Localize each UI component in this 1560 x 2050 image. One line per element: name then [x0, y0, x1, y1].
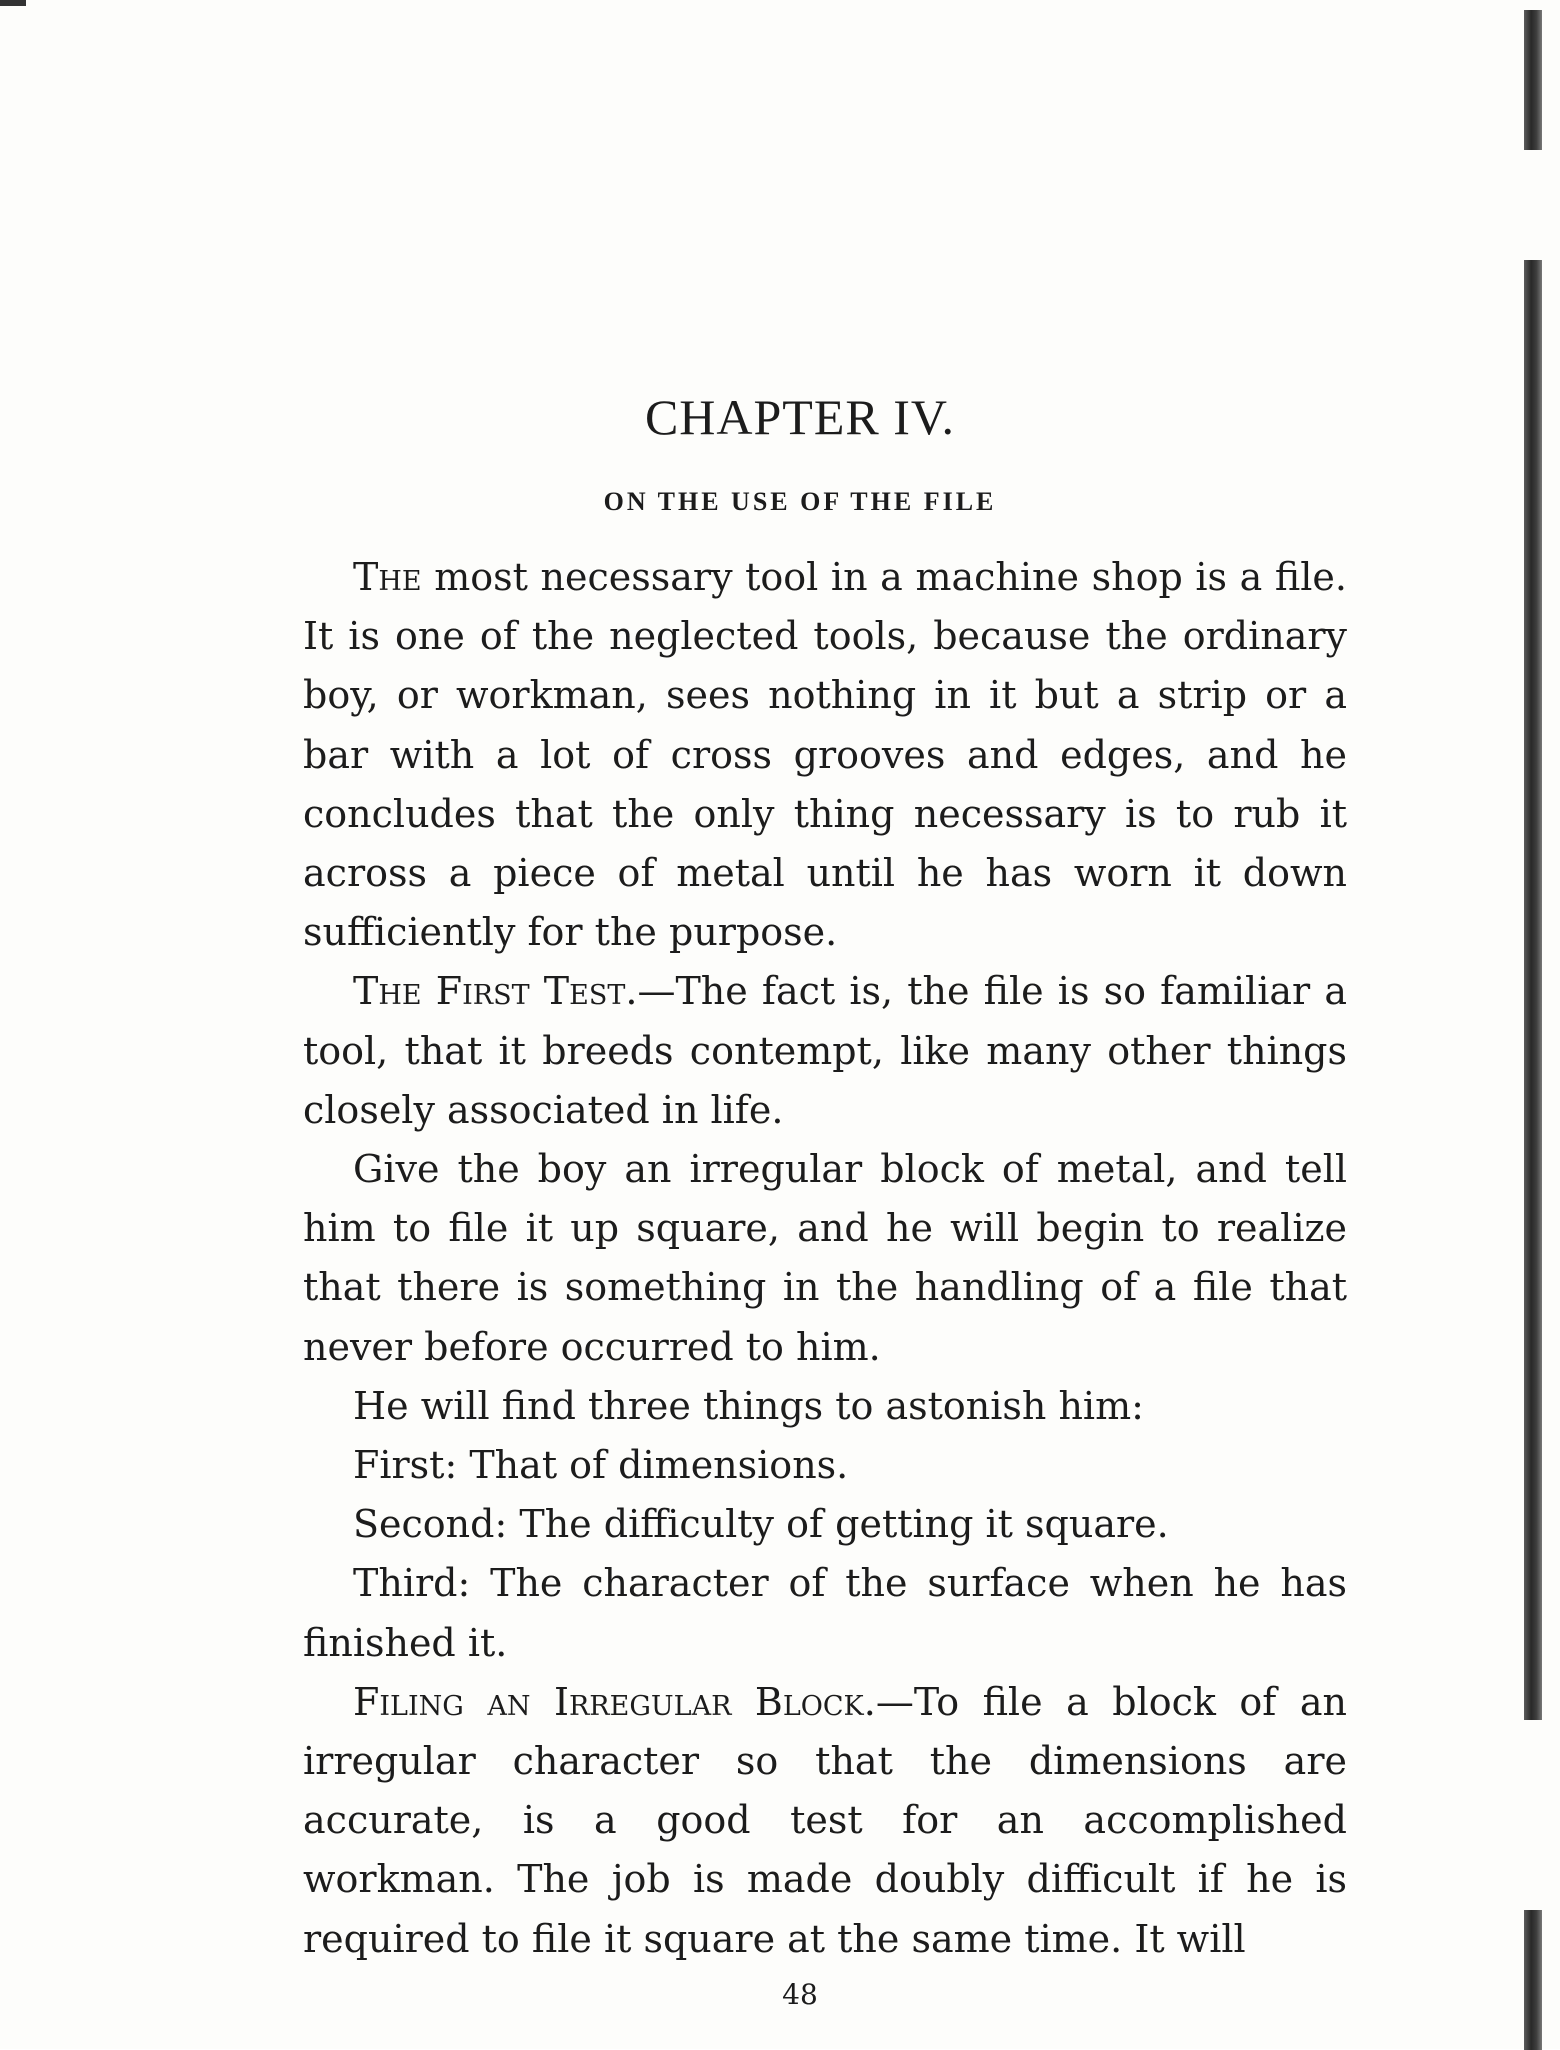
body-text: [303, 548, 1347, 1969]
list-item: [303, 1554, 1347, 1672]
page-edge-gap: [1520, 150, 1546, 260]
list-item: [303, 1495, 1347, 1554]
paragraph-text: Give the boy an irregular block of metal, and tell him to file it up square, and he will begin to realize that there is something in the handling of a file that never before occurred to him.: [303, 1147, 1347, 1369]
paragraph-lead-word: The: [353, 555, 422, 599]
paragraph-text: most necessary tool in a machine shop is a file. It is one of the neglected tools, because the ordinary boy, or workman, sees nothing in it but a strip or a bar with a lot of cross grooves and edges, and he concludes that the only thing necessary is to rub it across a piece of metal until he has worn it down sufficiently for the purpose.: [303, 555, 1347, 955]
paragraph: [303, 1377, 1347, 1436]
page-number: 48: [782, 1978, 818, 2011]
paragraph: [303, 962, 1347, 1140]
paragraph-text: —The fact is, the file is so familiar a tool, that it breeds contempt, like many other things closely associated in life.: [303, 969, 1348, 1132]
chapter-title: CHAPTER IV.: [644, 389, 956, 445]
paragraph-text: —To file a block of an irregular character so that the dimensions are accurate, is a good test for an accomplished workman. The job is made doubly difficult if he is required to file it square at the same time. It will: [303, 1679, 1347, 1961]
paragraph: [303, 1673, 1347, 1969]
page-edge-gap: [1520, 1720, 1546, 1910]
paragraph-text: Second: The difficulty of getting it square.: [353, 1502, 1169, 1547]
paragraph-text: Third: The character of the surface when he has finished it.: [303, 1561, 1347, 1665]
paragraph-text: He will find three things to astonish him:: [353, 1383, 1144, 1428]
list-item: [303, 1436, 1347, 1495]
section-heading: Filing an Irregular Block.: [353, 1679, 876, 1724]
paragraph: [303, 548, 1347, 962]
paragraph: [303, 1140, 1347, 1377]
scan-corner-mark: [0, 0, 26, 6]
paragraph-text: First: That of dimensions.: [353, 1443, 849, 1488]
chapter-subtitle: ON THE USE OF THE FILE: [603, 487, 997, 516]
section-heading: The First Test.: [353, 969, 638, 1014]
